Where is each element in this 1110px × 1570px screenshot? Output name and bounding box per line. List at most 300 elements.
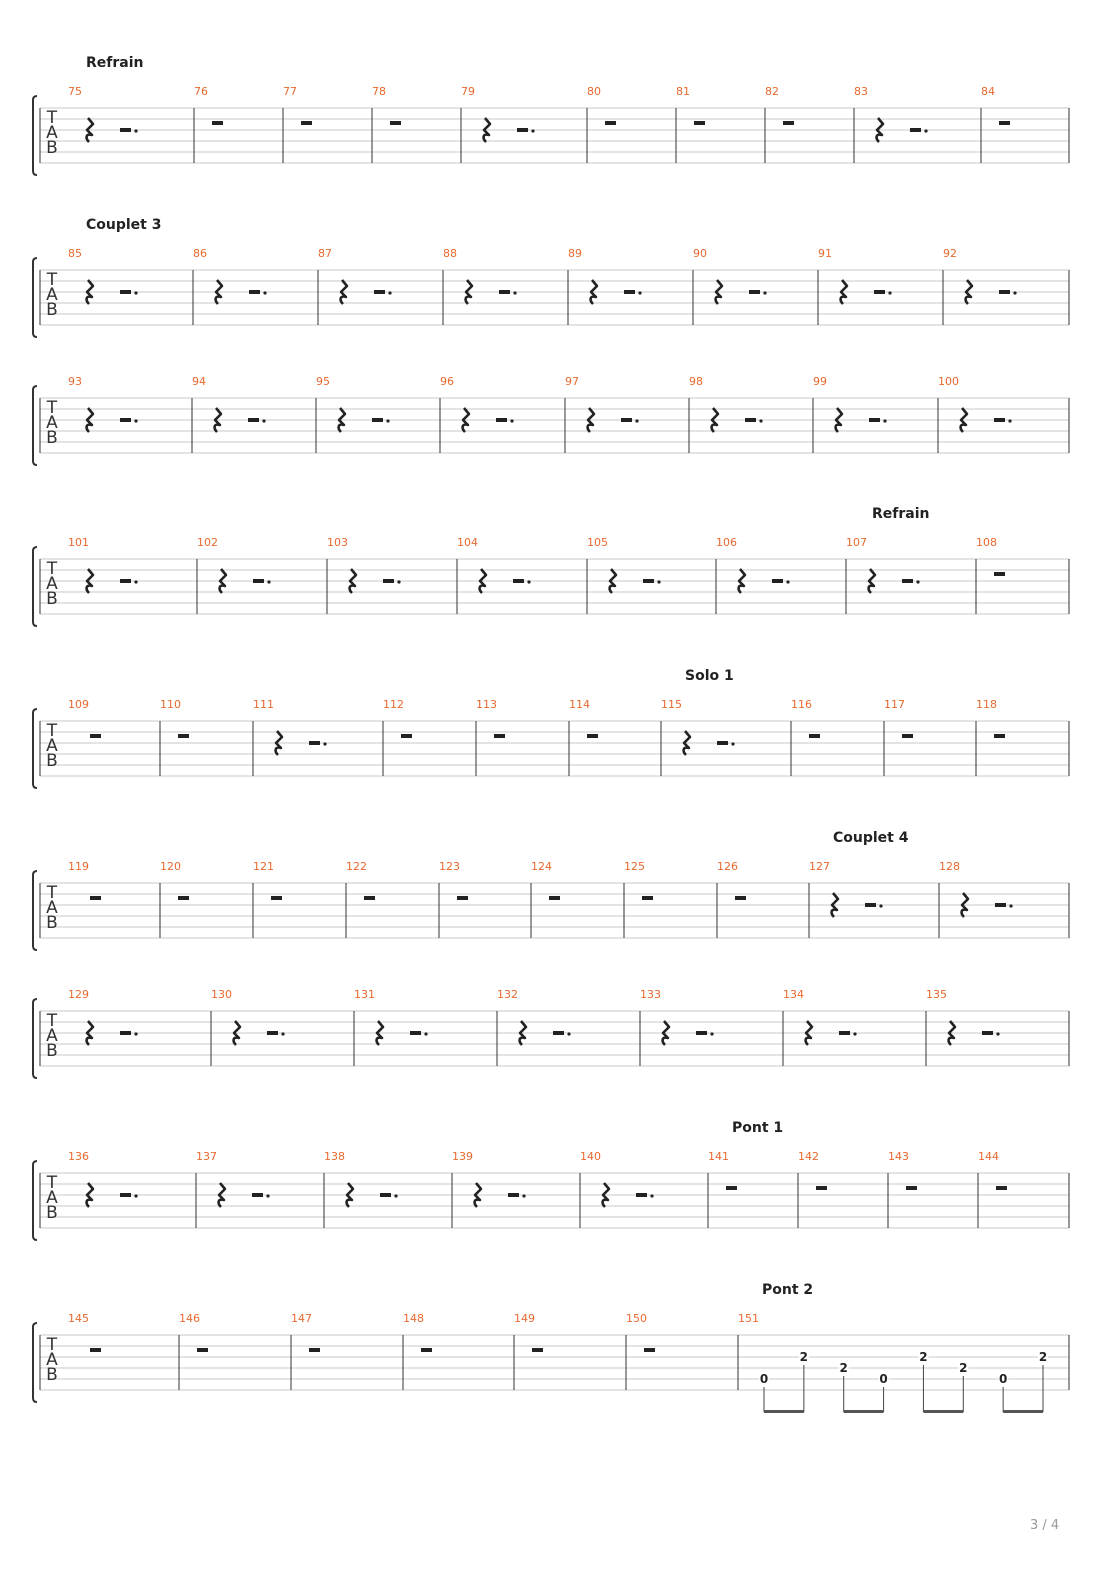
tab-clef-letter: B xyxy=(46,300,58,320)
measure-number: 131 xyxy=(354,988,375,1001)
dotted-half-rest xyxy=(696,1031,707,1035)
dotted-half-rest xyxy=(513,579,524,583)
measure-number: 106 xyxy=(716,536,737,549)
measure-number: 127 xyxy=(809,860,830,873)
tab-clef-letter: B xyxy=(46,913,58,933)
dotted-half-rest xyxy=(982,1031,993,1035)
measure-number: 96 xyxy=(440,375,454,388)
system-bracket xyxy=(33,709,37,788)
rest-dot xyxy=(266,1194,269,1197)
measure-number: 81 xyxy=(676,85,690,98)
whole-rest xyxy=(390,121,401,125)
measure-number: 80 xyxy=(587,85,601,98)
rest-dot xyxy=(323,742,326,745)
rest-dot xyxy=(638,291,641,294)
measure-number: 114 xyxy=(569,698,590,711)
section-label: Refrain xyxy=(86,55,144,71)
measure-number: 137 xyxy=(196,1150,217,1163)
measure xyxy=(738,1312,1048,1413)
tab-system xyxy=(33,506,1069,626)
fret-number: 2 xyxy=(839,1361,848,1375)
rest-dot xyxy=(134,129,137,132)
dotted-half-rest xyxy=(410,1031,421,1035)
rest-dot xyxy=(1008,419,1011,422)
rest-dot xyxy=(710,1032,713,1035)
system-bracket xyxy=(33,386,37,465)
whole-rest xyxy=(212,121,223,125)
measure xyxy=(324,1150,398,1207)
dotted-half-rest xyxy=(621,418,632,422)
measure xyxy=(452,1150,526,1207)
measure-number: 143 xyxy=(888,1150,909,1163)
rest-dot xyxy=(916,580,919,583)
whole-rest xyxy=(421,1348,432,1352)
measure-number: 116 xyxy=(791,698,812,711)
measure-number: 79 xyxy=(461,85,475,98)
rest-dot xyxy=(531,129,534,132)
rest-dot xyxy=(888,291,891,294)
rest-dot xyxy=(1013,291,1016,294)
beam xyxy=(1003,1410,1043,1413)
dotted-half-rest xyxy=(120,1193,131,1197)
tab-system xyxy=(33,830,1069,950)
measure xyxy=(68,375,138,432)
system-bracket xyxy=(33,258,37,337)
measure xyxy=(497,988,571,1045)
measure-number: 85 xyxy=(68,247,82,260)
rest-dot xyxy=(763,291,766,294)
rest-dot xyxy=(635,419,638,422)
tab-clef-letter: T xyxy=(46,398,58,418)
whole-rest xyxy=(996,1186,1007,1190)
system-bracket xyxy=(33,547,37,626)
dotted-half-rest xyxy=(309,741,320,745)
whole-rest xyxy=(902,734,913,738)
measure xyxy=(640,988,714,1045)
section-label: Pont 2 xyxy=(762,1282,814,1298)
dotted-half-rest xyxy=(749,290,760,294)
section-label: Couplet 4 xyxy=(833,830,909,846)
rest-dot xyxy=(1009,904,1012,907)
dotted-half-rest xyxy=(745,418,756,422)
whole-rest xyxy=(494,734,505,738)
whole-rest xyxy=(587,734,598,738)
whole-rest xyxy=(364,896,375,900)
section-label: Refrain xyxy=(872,506,930,522)
system-bracket xyxy=(33,999,37,1078)
measure xyxy=(354,988,428,1045)
whole-rest xyxy=(906,1186,917,1190)
whole-rest xyxy=(178,896,189,900)
measure-number: 110 xyxy=(160,698,181,711)
dotted-half-rest xyxy=(372,418,383,422)
tab-clef-letter: A xyxy=(46,736,58,756)
dotted-half-rest xyxy=(869,418,880,422)
whole-rest xyxy=(197,1348,208,1352)
rest-dot xyxy=(924,129,927,132)
rest-dot xyxy=(134,1032,137,1035)
tab-clef-letter: B xyxy=(46,1203,58,1223)
measure-number: 89 xyxy=(568,247,582,260)
dotted-half-rest xyxy=(120,418,131,422)
measure-number: 99 xyxy=(813,375,827,388)
measure-number: 149 xyxy=(514,1312,535,1325)
rest-dot xyxy=(657,580,660,583)
rest-dot xyxy=(388,291,391,294)
measure-number: 88 xyxy=(443,247,457,260)
tab-clef-letter: B xyxy=(46,589,58,609)
dotted-half-rest xyxy=(717,741,728,745)
measure-number: 126 xyxy=(717,860,738,873)
dotted-half-rest xyxy=(253,579,264,583)
measure xyxy=(461,85,535,142)
tab-system xyxy=(33,1282,1069,1413)
whole-rest xyxy=(735,896,746,900)
tab-clef-letter: A xyxy=(46,1026,58,1046)
whole-rest xyxy=(90,1348,101,1352)
dotted-half-rest xyxy=(636,1193,647,1197)
fret-number: 2 xyxy=(919,1350,928,1364)
dotted-half-rest xyxy=(380,1193,391,1197)
page-number: 3 / 4 xyxy=(1030,1518,1060,1533)
measure-number: 92 xyxy=(943,247,957,260)
measure-number: 124 xyxy=(531,860,552,873)
tab-clef-letter: B xyxy=(46,138,58,158)
whole-rest xyxy=(994,734,1005,738)
tab-clef-letter: T xyxy=(46,1011,58,1031)
tab-clef-letter: A xyxy=(46,898,58,918)
tab-clef-letter: T xyxy=(46,883,58,903)
measure xyxy=(68,85,138,142)
dotted-half-rest xyxy=(865,903,876,907)
tab-clef-letter: A xyxy=(46,1350,58,1370)
rest-dot xyxy=(281,1032,284,1035)
rest-dot xyxy=(134,291,137,294)
tab-clef-letter: T xyxy=(46,108,58,128)
measure-number: 83 xyxy=(854,85,868,98)
measure xyxy=(938,375,1012,432)
measure-number: 77 xyxy=(283,85,297,98)
measure xyxy=(68,247,138,304)
measure xyxy=(809,860,883,917)
dotted-half-rest xyxy=(508,1193,519,1197)
rest-dot xyxy=(397,580,400,583)
measure xyxy=(197,536,271,593)
measure-number: 142 xyxy=(798,1150,819,1163)
dotted-half-rest xyxy=(120,128,131,132)
system-bracket xyxy=(33,1161,37,1240)
measure xyxy=(196,1150,270,1207)
tab-system xyxy=(33,668,1069,788)
rest-dot xyxy=(759,419,762,422)
rest-dot xyxy=(134,419,137,422)
measure-number: 84 xyxy=(981,85,995,98)
measure-number: 140 xyxy=(580,1150,601,1163)
rest-dot xyxy=(134,580,137,583)
beam xyxy=(923,1410,963,1413)
measure-number: 75 xyxy=(68,85,82,98)
tab-clef-letter: A xyxy=(46,1188,58,1208)
measure-number: 94 xyxy=(192,375,206,388)
measure-number: 145 xyxy=(68,1312,89,1325)
fret-number: 2 xyxy=(799,1350,809,1364)
measure-number: 135 xyxy=(926,988,947,1001)
measure-number: 103 xyxy=(327,536,348,549)
measure-number: 133 xyxy=(640,988,661,1001)
measure xyxy=(783,988,857,1045)
tab-clef-letter: B xyxy=(46,1041,58,1061)
section-label: Couplet 3 xyxy=(86,217,162,233)
measure xyxy=(318,247,392,304)
measure xyxy=(580,1150,654,1207)
tab-clef-letter: T xyxy=(46,1335,58,1355)
tab-clef-letter: A xyxy=(46,574,58,594)
dotted-half-rest xyxy=(248,418,259,422)
measure-number: 91 xyxy=(818,247,832,260)
measure-number: 129 xyxy=(68,988,89,1001)
measure-number: 138 xyxy=(324,1150,345,1163)
section-label: Pont 1 xyxy=(732,1120,784,1136)
measure-number: 132 xyxy=(497,988,518,1001)
whole-rest xyxy=(999,121,1010,125)
dotted-half-rest xyxy=(874,290,885,294)
measure-number: 102 xyxy=(197,536,218,549)
tab-system xyxy=(33,1120,1069,1240)
measure xyxy=(568,247,642,304)
measure-number: 134 xyxy=(783,988,804,1001)
measure xyxy=(661,698,735,755)
measure-number: 93 xyxy=(68,375,82,388)
rest-dot xyxy=(996,1032,999,1035)
tab-clef-letter: T xyxy=(46,559,58,579)
whole-rest xyxy=(401,734,412,738)
measure xyxy=(68,536,138,593)
measure-number: 121 xyxy=(253,860,274,873)
rest-dot xyxy=(527,580,530,583)
measure xyxy=(813,375,887,432)
measure-number: 113 xyxy=(476,698,497,711)
whole-rest xyxy=(726,1186,737,1190)
rest-dot xyxy=(567,1032,570,1035)
measure xyxy=(854,85,928,142)
rest-dot xyxy=(731,742,734,745)
tab-clef-letter: A xyxy=(46,413,58,433)
tab-system xyxy=(33,375,1069,465)
measure-number: 87 xyxy=(318,247,332,260)
measure xyxy=(587,536,661,593)
whole-rest xyxy=(90,896,101,900)
measure-number: 144 xyxy=(978,1150,999,1163)
fret-number: 2 xyxy=(959,1361,968,1375)
measure-number: 101 xyxy=(68,536,89,549)
measure xyxy=(316,375,390,432)
rest-dot xyxy=(650,1194,653,1197)
measure-number: 125 xyxy=(624,860,645,873)
whole-rest xyxy=(309,1348,320,1352)
measure xyxy=(693,247,767,304)
measure-number: 112 xyxy=(383,698,404,711)
measure xyxy=(846,536,920,593)
tab-clef-letter: T xyxy=(46,270,58,290)
tab-clef-letter: B xyxy=(46,751,58,771)
measure xyxy=(818,247,892,304)
rest-dot xyxy=(522,1194,525,1197)
dotted-half-rest xyxy=(517,128,528,132)
whole-rest xyxy=(809,734,820,738)
dotted-half-rest xyxy=(120,290,131,294)
tab-clef-letter: B xyxy=(46,428,58,448)
fret-number: 0 xyxy=(998,1372,1008,1386)
measure-number: 122 xyxy=(346,860,367,873)
whole-rest xyxy=(457,896,468,900)
fret-number: 0 xyxy=(759,1372,769,1386)
whole-rest xyxy=(549,896,560,900)
measure xyxy=(443,247,517,304)
measure-number: 119 xyxy=(68,860,89,873)
dotted-half-rest xyxy=(553,1031,564,1035)
measure xyxy=(68,1150,138,1207)
dotted-half-rest xyxy=(120,579,131,583)
measure-number: 128 xyxy=(939,860,960,873)
measure-number: 76 xyxy=(194,85,208,98)
measure-number: 105 xyxy=(587,536,608,549)
measure-number: 104 xyxy=(457,536,478,549)
beam xyxy=(844,1410,884,1413)
fret-number: 2 xyxy=(1038,1350,1048,1364)
dotted-half-rest xyxy=(249,290,260,294)
measure-number: 118 xyxy=(976,698,997,711)
dotted-half-rest xyxy=(499,290,510,294)
measure-number: 108 xyxy=(976,536,997,549)
measure-number: 150 xyxy=(626,1312,647,1325)
measure xyxy=(192,375,266,432)
tab-clef-letter: T xyxy=(46,1173,58,1193)
tab-system xyxy=(33,55,1069,175)
measure-number: 98 xyxy=(689,375,703,388)
measure-number: 151 xyxy=(738,1312,759,1325)
measure-number: 107 xyxy=(846,536,867,549)
tab-clef-letter: A xyxy=(46,285,58,305)
measure xyxy=(716,536,790,593)
tab-system xyxy=(33,988,1069,1078)
measure-number: 148 xyxy=(403,1312,424,1325)
rest-dot xyxy=(879,904,882,907)
whole-rest xyxy=(605,121,616,125)
dotted-half-rest xyxy=(995,903,1006,907)
measure-number: 82 xyxy=(765,85,779,98)
dotted-half-rest xyxy=(383,579,394,583)
whole-rest xyxy=(644,1348,655,1352)
measure xyxy=(193,247,267,304)
measure-number: 95 xyxy=(316,375,330,388)
rest-dot xyxy=(394,1194,397,1197)
rest-dot xyxy=(263,291,266,294)
system-bracket xyxy=(33,1323,37,1402)
rest-dot xyxy=(883,419,886,422)
measure-number: 109 xyxy=(68,698,89,711)
measure xyxy=(440,375,514,432)
whole-rest xyxy=(783,121,794,125)
dotted-half-rest xyxy=(267,1031,278,1035)
measure xyxy=(939,860,1013,917)
whole-rest xyxy=(301,121,312,125)
measure-number: 100 xyxy=(938,375,959,388)
measure-number: 120 xyxy=(160,860,181,873)
section-label: Solo 1 xyxy=(685,668,734,684)
dotted-half-rest xyxy=(624,290,635,294)
whole-rest xyxy=(532,1348,543,1352)
dotted-half-rest xyxy=(374,290,385,294)
measure-number: 97 xyxy=(565,375,579,388)
rest-dot xyxy=(386,419,389,422)
measure xyxy=(68,988,138,1045)
measure-number: 141 xyxy=(708,1150,729,1163)
beam xyxy=(764,1410,804,1413)
measure xyxy=(565,375,639,432)
fret-number: 0 xyxy=(879,1372,888,1386)
whole-rest xyxy=(271,896,282,900)
tab-system xyxy=(33,217,1069,337)
rest-dot xyxy=(134,1194,137,1197)
rest-dot xyxy=(513,291,516,294)
dotted-half-rest xyxy=(496,418,507,422)
tab-clef-letter: B xyxy=(46,1365,58,1385)
tab-clef-letter: A xyxy=(46,123,58,143)
whole-rest xyxy=(994,572,1005,576)
measure-number: 123 xyxy=(439,860,460,873)
measure-number: 90 xyxy=(693,247,707,260)
whole-rest xyxy=(816,1186,827,1190)
measure-number: 147 xyxy=(291,1312,312,1325)
whole-rest xyxy=(694,121,705,125)
measure-number: 86 xyxy=(193,247,207,260)
measure-number: 78 xyxy=(372,85,386,98)
measure xyxy=(211,988,285,1045)
dotted-half-rest xyxy=(994,418,1005,422)
rest-dot xyxy=(262,419,265,422)
whole-rest xyxy=(178,734,189,738)
dotted-half-rest xyxy=(999,290,1010,294)
measure-number: 111 xyxy=(253,698,274,711)
dotted-half-rest xyxy=(120,1031,131,1035)
system-bracket xyxy=(33,871,37,950)
whole-rest xyxy=(642,896,653,900)
measure-number: 130 xyxy=(211,988,232,1001)
measure-number: 136 xyxy=(68,1150,89,1163)
whole-rest xyxy=(90,734,101,738)
measure-number: 139 xyxy=(452,1150,473,1163)
rest-dot xyxy=(424,1032,427,1035)
dotted-half-rest xyxy=(910,128,921,132)
measure xyxy=(253,698,327,755)
dotted-half-rest xyxy=(772,579,783,583)
measure-number: 117 xyxy=(884,698,905,711)
tab-clef-letter: T xyxy=(46,721,58,741)
dotted-half-rest xyxy=(643,579,654,583)
rest-dot xyxy=(853,1032,856,1035)
dotted-half-rest xyxy=(839,1031,850,1035)
dotted-half-rest xyxy=(252,1193,263,1197)
measure xyxy=(926,988,1000,1045)
measure-number: 115 xyxy=(661,698,682,711)
rest-dot xyxy=(510,419,513,422)
rest-dot xyxy=(786,580,789,583)
rest-dot xyxy=(267,580,270,583)
measure xyxy=(327,536,401,593)
measure xyxy=(943,247,1017,304)
measure xyxy=(457,536,531,593)
measure xyxy=(689,375,763,432)
